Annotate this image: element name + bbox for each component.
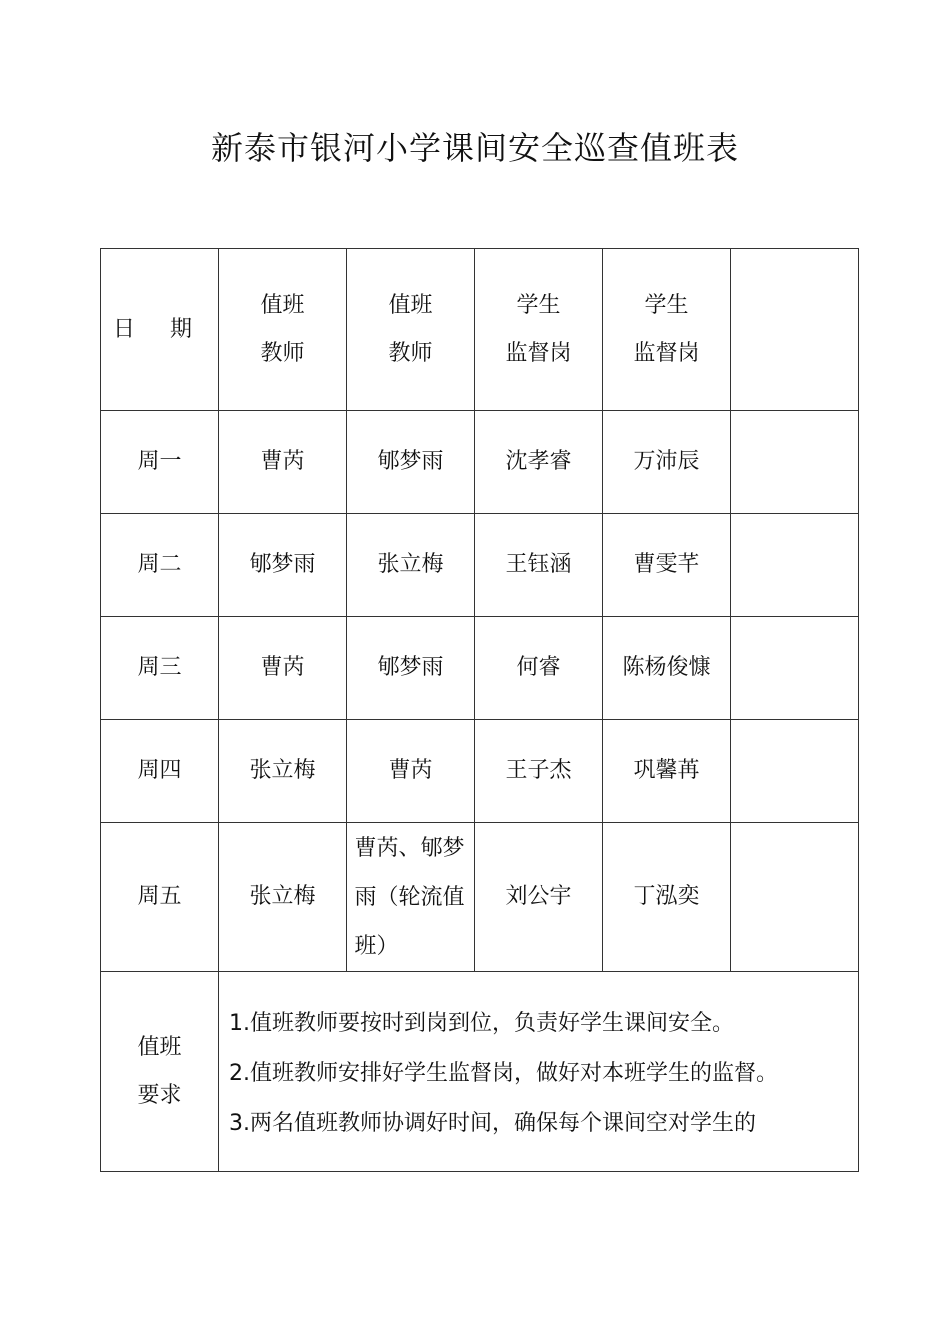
- extra-cell: [731, 720, 859, 823]
- table-row: [101, 720, 859, 823]
- rotating-teachers-text: 曹芮、郇梦雨（轮流值班）: [354, 835, 465, 959]
- day-cell: 周五: [101, 823, 219, 972]
- header-extra: [731, 249, 859, 411]
- teacher-cell: 曹芮: [219, 617, 347, 720]
- requirements-label: 值班 要求: [101, 972, 219, 1172]
- extra-cell: [731, 411, 859, 514]
- monitor-cell: 沈孝睿: [475, 411, 603, 514]
- day-cell: 周一: [101, 411, 219, 514]
- table-row: [101, 823, 859, 972]
- teacher-cell: 郇梦雨: [347, 617, 475, 720]
- day-cell: 周二: [101, 514, 219, 617]
- extra-cell: [731, 514, 859, 617]
- day-cell: 周四: [101, 720, 219, 823]
- teacher-cell: 张立梅: [219, 720, 347, 823]
- requirements-row: [101, 972, 859, 1172]
- teacher-cell: 郇梦雨: [347, 411, 475, 514]
- requirement-item: 3.两名值班教师协调好时间，确保每个课间空对学生的: [229, 1110, 756, 1136]
- extra-cell: [731, 823, 859, 972]
- monitor-cell: 丁泓奕: [603, 823, 731, 972]
- monitor-cell: 曹雯芊: [603, 514, 731, 617]
- monitor-cell: 刘公宇: [475, 823, 603, 972]
- header-teacher-1: 值班 教师: [219, 249, 347, 411]
- header-teacher-2: 值班 教师: [347, 249, 475, 411]
- monitor-cell: 王钰涵: [475, 514, 603, 617]
- monitor-cell: 万沛辰: [603, 411, 731, 514]
- requirement-item: 2.值班教师安排好学生监督岗，做好对本班学生的监督。: [229, 1060, 778, 1086]
- monitor-cell: 陈杨俊慷: [603, 617, 731, 720]
- table-row: [101, 617, 859, 720]
- table-header-row: [101, 249, 859, 411]
- document-title: 新泰市银河小学课间安全巡查值班表: [210, 129, 739, 167]
- duty-table: [100, 248, 859, 1172]
- header-monitor-2: 学生 监督岗: [603, 249, 731, 411]
- teacher-cell: 张立梅: [219, 823, 347, 972]
- requirements-content: [219, 972, 859, 1172]
- monitor-cell: 何睿: [475, 617, 603, 720]
- teacher-cell: 张立梅: [347, 514, 475, 617]
- teacher-cell: 曹芮: [219, 411, 347, 514]
- teacher-cell: 曹芮: [347, 720, 475, 823]
- teacher-cell: 郇梦雨: [219, 514, 347, 617]
- header-date: 日 期: [101, 249, 219, 411]
- day-cell: 周三: [101, 617, 219, 720]
- monitor-cell: 巩馨苒: [603, 720, 731, 823]
- extra-cell: [731, 617, 859, 720]
- header-monitor-1: 学生 监督岗: [475, 249, 603, 411]
- monitor-cell: 王子杰: [475, 720, 603, 823]
- teacher-cell: [347, 823, 475, 972]
- table-row: [101, 514, 859, 617]
- requirement-item: 1.值班教师要按时到岗到位，负责好学生课间安全。: [229, 1010, 734, 1036]
- table-row: [101, 411, 859, 514]
